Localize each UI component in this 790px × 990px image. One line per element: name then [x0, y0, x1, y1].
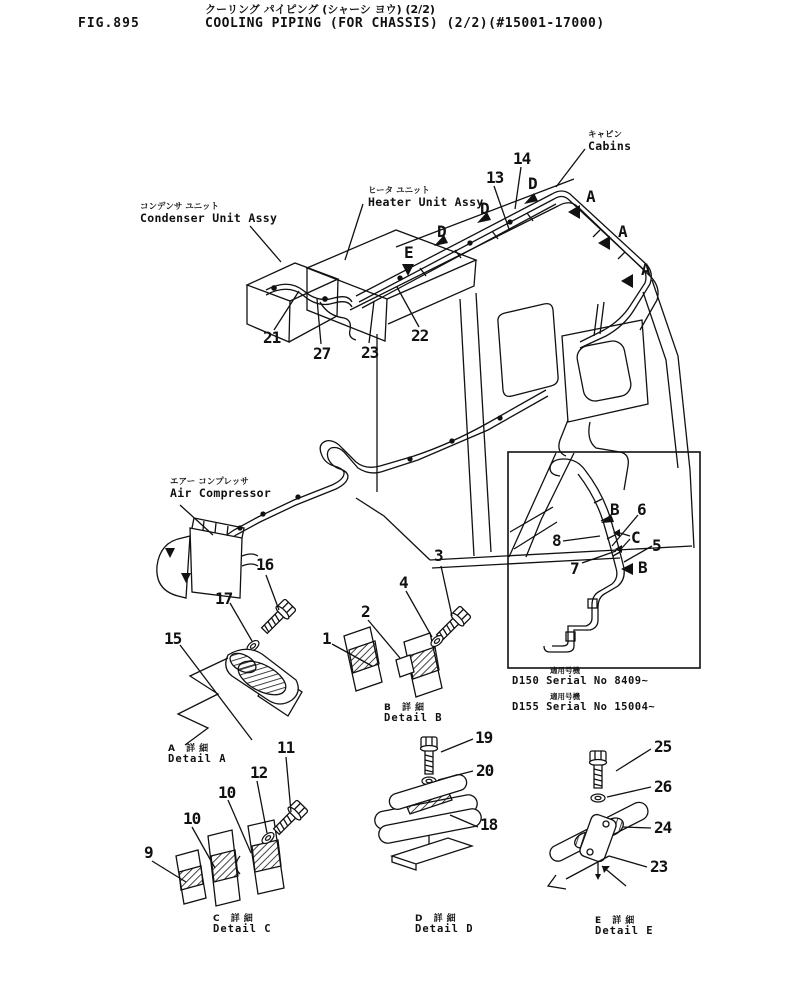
- serial2-text: D155 Serial No 15004~: [512, 701, 656, 713]
- callout-A: A: [641, 260, 650, 279]
- callout-A: A: [586, 187, 595, 206]
- callout-C: C: [631, 528, 640, 547]
- callout-27: 27: [313, 344, 331, 363]
- callout-24: 24: [654, 818, 672, 837]
- callout-10: 10: [218, 783, 236, 802]
- callout-16: 16: [256, 555, 274, 574]
- callout-D: D: [437, 222, 446, 241]
- label-condenser-ja: コンデンサ ユニット: [140, 202, 219, 212]
- caption-detail-e-ja: E 詳細: [595, 916, 639, 926]
- caption-detail-b-en: Detail B: [384, 712, 443, 724]
- callout-23: 23: [650, 857, 668, 876]
- label-heater-ja: ヒータ ユニット: [368, 186, 430, 196]
- inset-box: [508, 452, 700, 668]
- callout-B: B: [638, 558, 647, 577]
- callout-19: 19: [475, 728, 493, 747]
- callout-5: 5: [652, 536, 661, 555]
- callout-15: 15: [164, 629, 182, 648]
- caption-detail-b-ja: B 詳細: [384, 703, 428, 713]
- serial2-ja: 適用号機: [550, 692, 580, 701]
- callout-B: B: [610, 500, 619, 519]
- label-cabins-ja: キャビン: [588, 130, 623, 140]
- caption-detail-a-ja: A 詳細: [168, 744, 213, 754]
- callout-A: A: [618, 222, 627, 241]
- caption-detail-b: [384, 703, 443, 724]
- detail-c-art: [152, 757, 309, 906]
- callout-21: 21: [263, 328, 281, 347]
- label-compressor-ja: エアー コンプレッサ: [170, 477, 249, 487]
- serial1-text: D150 Serial No 8409~: [512, 675, 649, 687]
- callout-D: D: [480, 199, 489, 218]
- serial-number-block: [512, 667, 655, 719]
- callout-7: 7: [570, 559, 579, 578]
- detail-d-art: [373, 737, 483, 870]
- callout-6: 6: [637, 500, 646, 519]
- label-condenser-unit: [140, 202, 277, 224]
- callout-25: 25: [654, 737, 672, 756]
- title-english: COOLING PIPING (FOR CHASSIS) (2/2)(#15001-17000): [205, 16, 605, 31]
- callout-23: 23: [361, 343, 379, 362]
- caption-detail-d-en: Detail D: [415, 923, 474, 935]
- callout-18: 18: [480, 815, 498, 834]
- callout-D: D: [528, 174, 537, 193]
- callout-11: 11: [277, 738, 295, 757]
- label-heater-unit: [368, 186, 484, 208]
- label-air-compressor: [170, 477, 271, 499]
- callout-9: 9: [144, 843, 153, 862]
- caption-detail-d: [415, 914, 474, 935]
- detail-a-art: [178, 575, 302, 745]
- callout-17: 17: [215, 589, 233, 608]
- caption-detail-e: [595, 916, 654, 937]
- callout-12: 12: [250, 763, 268, 782]
- callout-22: 22: [411, 326, 429, 345]
- caption-detail-e-en: Detail E: [595, 925, 654, 937]
- callout-14: 14: [513, 149, 531, 168]
- caption-detail-c: [213, 914, 272, 935]
- serial1-ja: 適用号機: [550, 666, 580, 675]
- callout-2: 2: [361, 602, 370, 621]
- label-condenser-en: Condenser Unit Assy: [140, 211, 278, 225]
- label-compressor-en: Air Compressor: [170, 486, 272, 500]
- callout-26: 26: [654, 777, 672, 796]
- callout-4: 4: [399, 573, 408, 592]
- callout-E: E: [404, 243, 413, 262]
- hose-run: [218, 390, 548, 546]
- callout-10: 10: [183, 809, 201, 828]
- callout-13: 13: [486, 168, 504, 187]
- callout-3: 3: [434, 546, 443, 565]
- label-cabins-en: Cabins: [588, 139, 632, 153]
- caption-detail-d-ja: D 詳細: [415, 914, 460, 924]
- callout-1: 1: [322, 629, 331, 648]
- title-japanese: クーリング パイピング (シャーシ ヨウ) (2/2): [205, 3, 435, 16]
- detail-e-art: [547, 749, 651, 889]
- caption-detail-a-en: Detail A: [168, 753, 227, 765]
- caption-detail-c-en: Detail C: [213, 923, 272, 935]
- callout-8: 8: [552, 531, 561, 550]
- figure-number: FIG.895: [78, 16, 140, 31]
- caption-detail-a: [168, 744, 227, 765]
- caption-detail-c-ja: C 詳細: [213, 914, 257, 924]
- label-cabins: [588, 130, 631, 152]
- callout-20: 20: [476, 761, 494, 780]
- label-heater-en: Heater Unit Assy: [368, 195, 484, 209]
